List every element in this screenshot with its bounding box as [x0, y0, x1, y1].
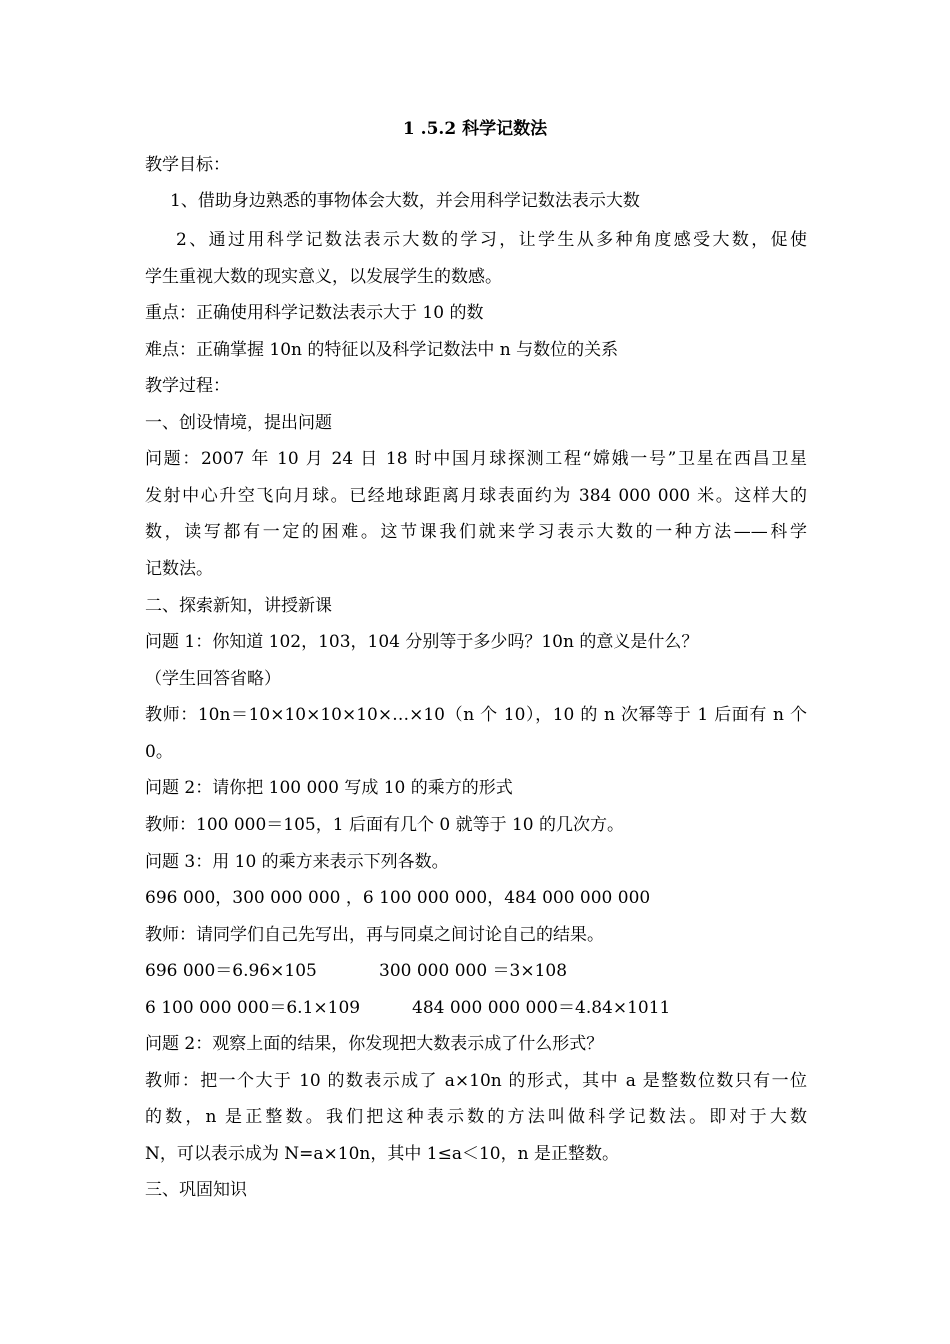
text-line-objective-1: 1、借助身边熟悉的事物体会大数，并会用科学记数法表示大数	[170, 191, 640, 211]
equation-right-1: 300 000 000 ＝3×108	[379, 961, 568, 981]
text-line-objective-2: 2、通过用科学记数法表示大数的学习，让学生从多种角度感受大数，促使	[176, 230, 807, 250]
doc-title: 1 .5.2 科学记数法	[402, 119, 548, 139]
text-line-process-heading: 教学过程：	[145, 376, 230, 396]
text-line-question-3: 问题 3：用 10 的乘方来表示下列各数。	[145, 852, 449, 872]
text-line-teacher-3: 教师：请同学们自己先写出，再与同桌之间讨论自己的结果。	[145, 925, 604, 945]
text-line-teacher-4-cont-1: 的数，n 是正整数。我们把这种表示数的方法叫做科学记数法。即对于大数	[145, 1107, 807, 1127]
text-line-teacher-1-cont: 0。	[145, 742, 173, 762]
text-line-objective-2-cont: 学生重视大数的现实意义，以发展学生的数感。	[145, 267, 502, 287]
text-line-teacher-4: 教师：把一个大于 10 的数表示成了 a×10n 的形式，其中 a 是整数位数只有一位	[145, 1071, 807, 1091]
text-line-problem-cont-2: 数，读写都有一定的困难。这节课我们就来学习表示大数的一种方法——科学	[145, 522, 807, 542]
equation-left-2: 6 100 000 000＝6.1×109	[145, 998, 361, 1018]
text-line-teacher-2: 教师：100 000＝105，1 后面有几个 0 就等于 10 的几次方。	[145, 815, 625, 835]
text-line-problem-cont-1: 发射中心升空飞向月球。已经地球距离月球表面约为 384 000 000 米。这样大的	[145, 486, 807, 506]
text-line-objectives-heading: 教学目标：	[145, 155, 230, 175]
equation-right-2: 484 000 000 000＝4.84×1011	[412, 998, 671, 1018]
text-line-question-2: 问题 2：请你把 100 000 写成 10 的乘方的形式	[145, 778, 513, 798]
text-line-student-answer: （学生回答省略）	[145, 669, 281, 689]
text-line-numbers: 696 000，300 000 000 ，6 100 000 000，484 000 000 000	[145, 888, 651, 908]
text-line-problem: 问题：2007 年 10 月 24 日 18 时中国月球探测工程“嫦娥一号”卫星在西昌卫星	[145, 449, 807, 469]
text-line-question-1: 问题 1：你知道 102，103，104 分别等于多少吗？10n 的意义是什么？	[145, 632, 699, 652]
equation-left-1: 696 000＝6.96×105	[145, 961, 317, 981]
section-heading-1: 一、创设情境，提出问题	[145, 413, 332, 433]
text-line-teacher-4-cont-2: N，可以表示成为 N=a×10n，其中 1≤a＜10，n 是正整数。	[145, 1144, 619, 1164]
text-line-problem-cont-3: 记数法。	[145, 559, 213, 579]
section-heading-2: 二、探索新知，讲授新课	[145, 596, 332, 616]
text-line-teacher-1: 教师：10n＝10×10×10×10×…×10（n 个 10），10 的 n 次幂等于 1 后面有 n 个	[145, 705, 807, 725]
text-line-key-point: 重点：正确使用科学记数法表示大于 10 的数	[145, 303, 484, 323]
section-heading-3: 三、巩固知识	[145, 1180, 247, 1200]
text-line-question-4: 问题 2：观察上面的结果，你发现把大数表示成了什么形式？	[145, 1034, 604, 1054]
text-line-difficulty: 难点：正确掌握 10n 的特征以及科学记数法中 n 与数位的关系	[145, 340, 619, 360]
